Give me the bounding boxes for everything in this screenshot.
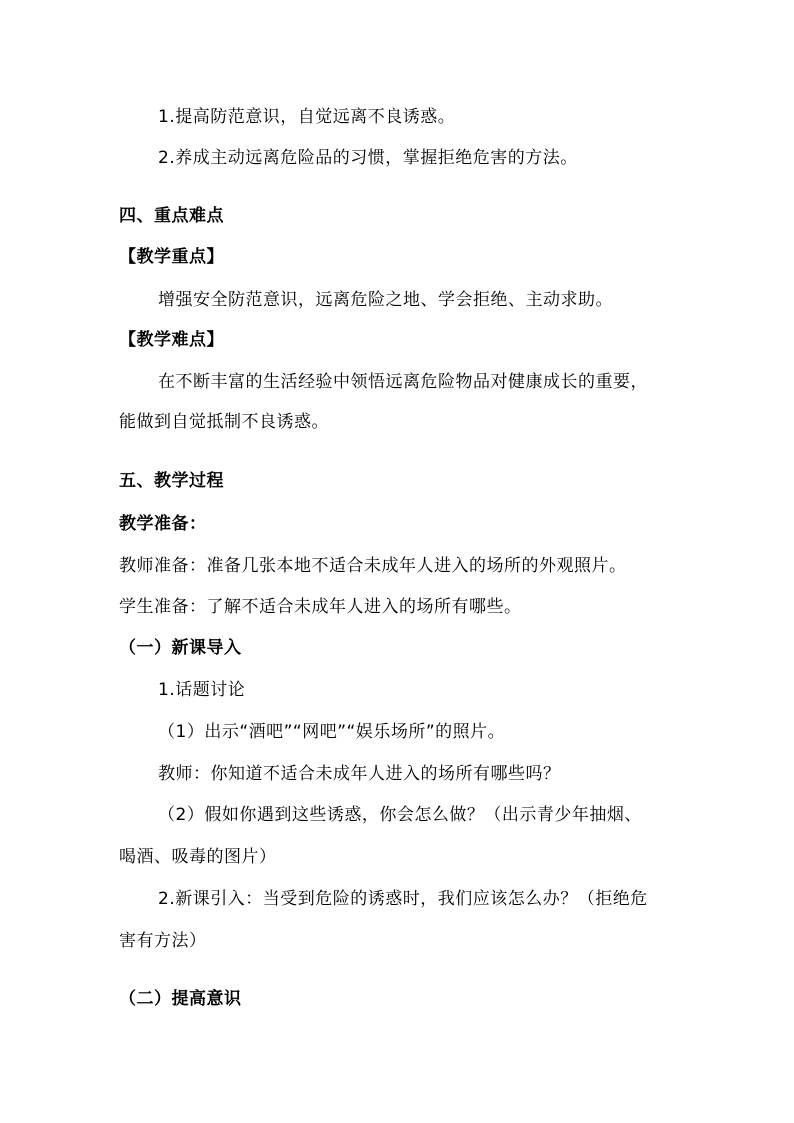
- step-2-line-2: 害有方法）: [119, 931, 207, 951]
- teaching-focus-label: 【教学重点】: [119, 247, 224, 267]
- subsection-heading-intro: （一）新课导入: [119, 638, 242, 658]
- step-1-title: 1.话题讨论: [158, 680, 246, 700]
- section-heading-teaching-process: 五、教学过程: [119, 471, 224, 491]
- teaching-focus-text: 增强安全防范意识，远离危险之地、学会拒绝、主动求助。: [158, 290, 613, 310]
- step-2-line-1: 2.新课引入：当受到危险的诱惑时，我们应该怎么办？（拒绝危: [158, 889, 648, 909]
- step-1-item-b-line-1: （2）假如你遇到这些诱惑，你会怎么做？（出示青少年抽烟、: [158, 805, 642, 825]
- section-heading-key-points: 四、重点难点: [119, 206, 224, 226]
- teaching-prep-label: 教学准备：: [119, 514, 207, 534]
- step-1-teacher-question: 教师：你知道不适合未成年人进入的场所有哪些吗？: [158, 764, 561, 784]
- objective-item-1: 1.提高防范意识，自觉远离不良诱惑。: [158, 107, 456, 127]
- step-1-item-b-line-2: 喝酒、吸毒的图片）: [119, 847, 277, 867]
- step-1-item-a: （1）出示“酒吧”“网吧”“娱乐场所”的照片。: [158, 722, 506, 742]
- teaching-difficulty-text-line-2: 能做到自觉抵制不良诱惑。: [119, 412, 329, 432]
- objective-item-2: 2.养成主动远离危险品的习惯，掌握拒绝危害的方法。: [158, 148, 578, 168]
- subsection-heading-awareness: （二）提高意识: [119, 989, 242, 1009]
- teaching-difficulty-text-line-1: 在不断丰富的生活经验中领悟远离危险物品对健康成长的重要，: [158, 372, 648, 392]
- teacher-prep-text: 教师准备：准备几张本地不适合未成年人进入的场所的外观照片。: [119, 556, 627, 576]
- student-prep-text: 学生准备：了解不适合未成年人进入的场所有哪些。: [119, 597, 522, 617]
- teaching-difficulty-label: 【教学难点】: [119, 330, 224, 350]
